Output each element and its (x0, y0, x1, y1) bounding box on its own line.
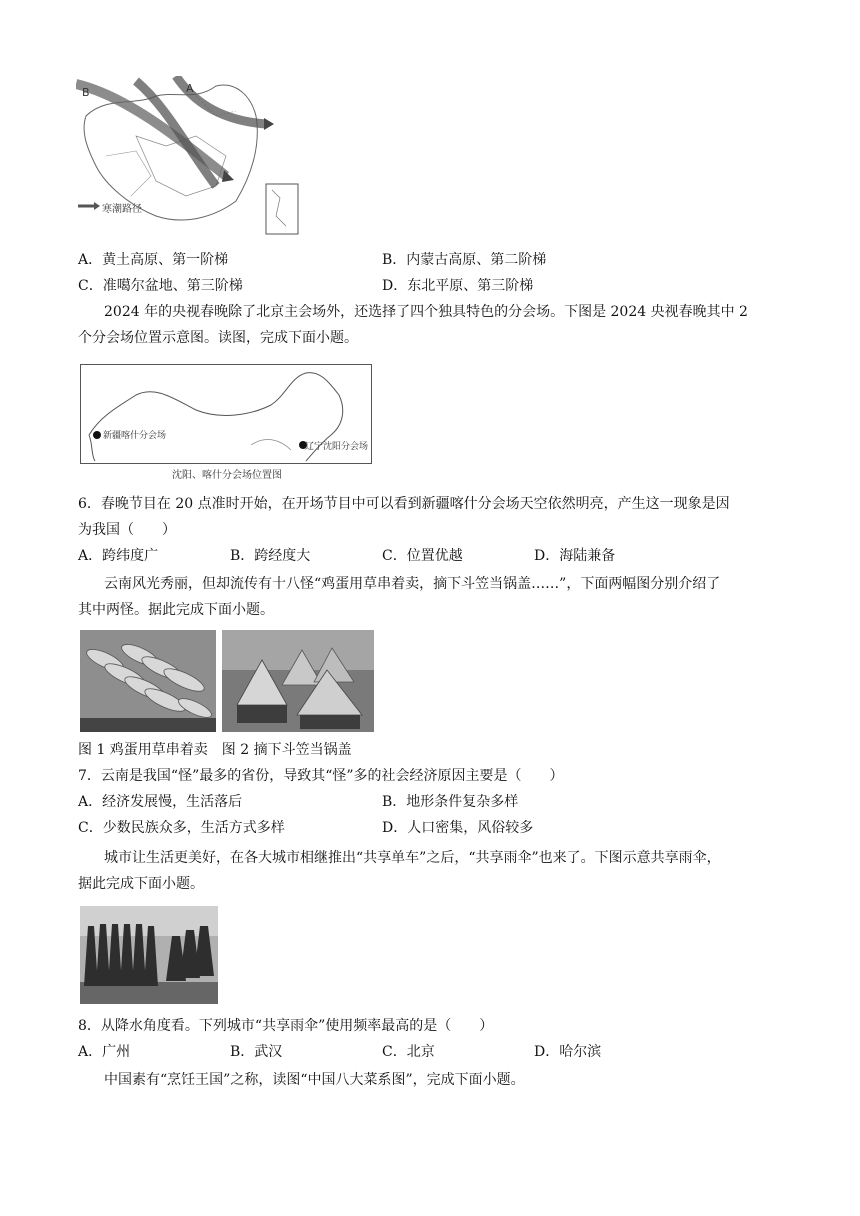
q6-option-c: C．位置优越 (382, 548, 463, 564)
cuisine-intro: 中国素有“烹饪王国”之称，读图“中国八大菜系图”，完成下面小题。 (104, 1072, 525, 1088)
map-label-a: A (186, 82, 194, 95)
shared-umbrellas-photo (80, 906, 218, 1004)
q6-option-d: D．海陆兼备 (534, 548, 616, 564)
q5-option-c: C．准噶尔盆地、第三阶梯 (78, 278, 243, 294)
q6-stem-line2: 为我国（ ） (78, 522, 176, 538)
q8-option-d: D．哈尔滨 (534, 1044, 602, 1060)
q6-stem-line1: 6．春晚节目在 20 点准时开始，在开场节目中可以看到新疆喀什分会场天空依然明亮，产生这一现象是因 (78, 496, 730, 512)
map-label-b: B (82, 86, 90, 99)
gala-intro-line2: 个分会场位置示意图。读图，完成下面小题。 (78, 330, 358, 346)
q7-stem: 7．云南是我国“怪”最多的省份，导致其“怪”多的社会经济原因主要是（ ） (78, 768, 564, 784)
q6-option-b: B．跨经度大 (230, 548, 311, 564)
q7-option-b: B．地形条件复杂多样 (382, 794, 519, 810)
q7-option-a: A．经济发展慢，生活落后 (78, 794, 243, 810)
kashi-venue-label: 新疆喀什分会场 (103, 431, 167, 441)
q8-option-c: C．北京 (382, 1044, 435, 1060)
cold-wave-legend-label: 寒潮路径 (102, 204, 142, 215)
q8-option-a: A．广州 (78, 1044, 131, 1060)
venue-location-map (80, 364, 372, 464)
hat-pot-lid-photo (222, 630, 374, 732)
umbrella-intro-line1: 城市让生活更美好，在各大城市相继推出“共享单车”之后，“共享雨伞”也来了。下图示意共享雨伞， (104, 850, 721, 866)
eggs-in-straw-photo (80, 630, 216, 732)
q5-option-a: A．黄土高原、第一阶梯 (78, 252, 229, 268)
umbrella-intro-line2: 据此完成下面小题。 (78, 876, 204, 892)
venue-map-caption: 沈阳、喀什分会场位置图 (172, 470, 282, 481)
photos-caption: 图 1 鸡蛋用草串着卖 图 2 摘下斗笠当锅盖 (78, 742, 352, 758)
q5-option-d: D．东北平原、第三阶梯 (382, 278, 534, 294)
yunnan-intro-line1: 云南风光秀丽，但却流传有十八怪“鸡蛋用草串着卖，摘下斗笠当锅盖……”，下面两幅图分别介绍了 (104, 576, 721, 592)
q8-stem: 8．从降水角度看。下列城市“共享雨伞”使用频率最高的是（ ） (78, 1018, 494, 1034)
yunnan-intro-line2: 其中两怪。据此完成下面小题。 (78, 602, 274, 618)
q6-option-a: A．跨纬度广 (78, 548, 159, 564)
cold-wave-map (76, 76, 306, 236)
q7-option-c: C．少数民族众多，生活方式多样 (78, 820, 285, 836)
q7-option-d: D．人口密集，风俗较多 (382, 820, 534, 836)
gala-intro-line1: 2024 年的央视春晚除了北京主会场外，还选择了四个独具特色的分会场。下图是 2024 央视春晚其中 2 (104, 304, 748, 320)
q8-option-b: B．武汉 (230, 1044, 283, 1060)
q5-option-b: B．内蒙古高原、第二阶梯 (382, 252, 547, 268)
shenyang-venue-label: 辽宁沈阳分会场 (305, 442, 369, 452)
